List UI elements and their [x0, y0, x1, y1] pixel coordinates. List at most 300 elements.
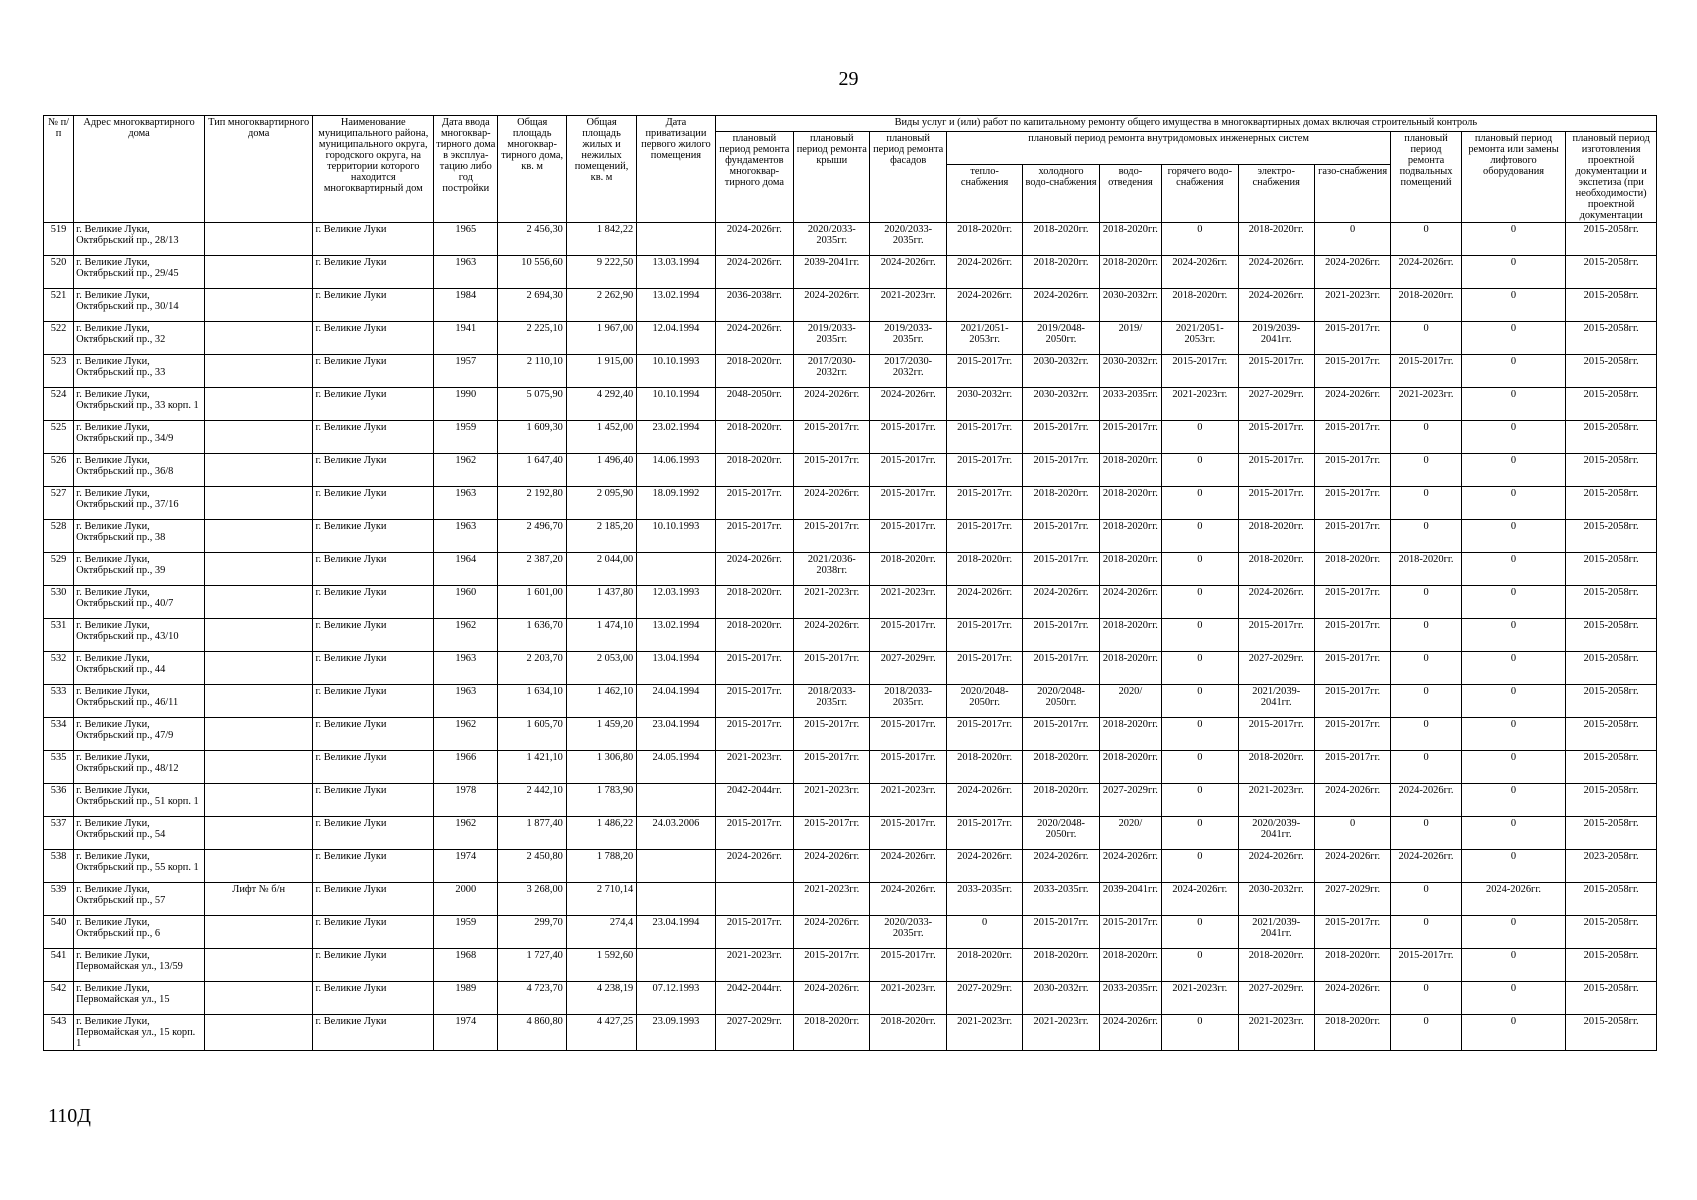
- cell-basement: 2021-2023гг.: [1391, 388, 1461, 421]
- cell-electric: 2015-2017гг.: [1238, 421, 1314, 454]
- table-row: [44, 553, 1657, 586]
- cell-cold-water: 2018-2020гг.: [1023, 487, 1099, 520]
- cell-design: 2015-2058гг.: [1566, 685, 1657, 718]
- cell-no: 525: [44, 421, 74, 454]
- cell-foundation: 2018-2020гг.: [715, 454, 793, 487]
- cell-roof: 2024-2026гг.: [794, 619, 870, 652]
- cell-hot-water: 0: [1162, 223, 1238, 256]
- cell-privatization: [637, 883, 715, 916]
- cell-facade: 2015-2017гг.: [870, 454, 946, 487]
- cell-drainage: 2020/: [1099, 817, 1161, 850]
- cell-cold-water: 2020/2048-2050гг.: [1023, 817, 1099, 850]
- cell-cold-water: 2024-2026гг.: [1023, 586, 1099, 619]
- cell-electric: 2015-2017гг.: [1238, 619, 1314, 652]
- cell-heat: 2015-2017гг.: [946, 487, 1022, 520]
- cell-elevator: 0: [1461, 355, 1566, 388]
- cell-total-area: 2 387,20: [498, 553, 566, 586]
- cell-district: г. Великие Луки: [313, 388, 434, 421]
- cell-year: 1974: [434, 850, 498, 883]
- cell-facade: 2024-2026гг.: [870, 850, 946, 883]
- cell-living-area: 2 044,00: [566, 553, 636, 586]
- cell-address: г. Великие Луки, Октябрьский пр., 29/45: [74, 256, 205, 289]
- cell-year: 1963: [434, 520, 498, 553]
- cell-type: [204, 553, 313, 586]
- cell-year: 1962: [434, 718, 498, 751]
- cell-living-area: 1 452,00: [566, 421, 636, 454]
- cell-gas: 2024-2026гг.: [1314, 388, 1390, 421]
- col-basement: плановый период ремонта подвальных помещений: [1391, 132, 1461, 223]
- cell-heat: 2015-2017гг.: [946, 817, 1022, 850]
- cell-district: г. Великие Луки: [313, 289, 434, 322]
- cell-type: [204, 949, 313, 982]
- cell-privatization: 10.10.1993: [637, 355, 715, 388]
- cell-design: 2015-2058гг.: [1566, 751, 1657, 784]
- cell-type: [204, 982, 313, 1015]
- cell-cold-water: 2015-2017гг.: [1023, 619, 1099, 652]
- cell-no: 520: [44, 256, 74, 289]
- cell-address: г. Великие Луки, Октябрьский пр., 34/9: [74, 421, 205, 454]
- cell-elevator: 0: [1461, 322, 1566, 355]
- cell-cold-water: 2030-2032гг.: [1023, 355, 1099, 388]
- cell-address: г. Великие Луки, Октябрьский пр., 6: [74, 916, 205, 949]
- cell-facade: 2015-2017гг.: [870, 619, 946, 652]
- col-type: Тип многоквартирного дома: [204, 116, 313, 223]
- cell-address: г. Великие Луки, Октябрьский пр., 48/12: [74, 751, 205, 784]
- cell-drainage: 2019/: [1099, 322, 1161, 355]
- cell-year: 1966: [434, 751, 498, 784]
- cell-foundation: 2015-2017гг.: [715, 916, 793, 949]
- cell-hot-water: 2024-2026гг.: [1162, 256, 1238, 289]
- cell-year: 1960: [434, 586, 498, 619]
- cell-roof: 2019/2033-2035гг.: [794, 322, 870, 355]
- cell-elevator: 0: [1461, 421, 1566, 454]
- cell-roof: 2018/2033-2035гг.: [794, 685, 870, 718]
- cell-type: [204, 850, 313, 883]
- cell-drainage: 2015-2017гг.: [1099, 916, 1161, 949]
- cell-roof: 2021-2023гг.: [794, 784, 870, 817]
- cell-district: г. Великие Луки: [313, 421, 434, 454]
- col-address: Адрес многоквартирного дома: [74, 116, 205, 223]
- cell-privatization: 23.02.1994: [637, 421, 715, 454]
- cell-address: г. Великие Луки, Октябрьский пр., 55 корп. 1: [74, 850, 205, 883]
- cell-address: г. Великие Луки, Октябрьский пр., 39: [74, 553, 205, 586]
- cell-year: 1959: [434, 421, 498, 454]
- cell-foundation: 2024-2026гг.: [715, 223, 793, 256]
- cell-foundation: 2024-2026гг.: [715, 322, 793, 355]
- cell-electric: 2015-2017гг.: [1238, 718, 1314, 751]
- cell-basement: 2024-2026гг.: [1391, 850, 1461, 883]
- cell-gas: 2018-2020гг.: [1314, 553, 1390, 586]
- cell-roof: 2024-2026гг.: [794, 487, 870, 520]
- table-row: [44, 883, 1657, 916]
- cell-heat: 2015-2017гг.: [946, 355, 1022, 388]
- cell-living-area: 1 788,20: [566, 850, 636, 883]
- cell-district: г. Великие Луки: [313, 949, 434, 982]
- cell-roof: 2015-2017гг.: [794, 652, 870, 685]
- cell-cold-water: 2018-2020гг.: [1023, 223, 1099, 256]
- cell-electric: 2015-2017гг.: [1238, 487, 1314, 520]
- cell-basement: 0: [1391, 751, 1461, 784]
- cell-no: 540: [44, 916, 74, 949]
- col-total-area: Общая площадь многоквар-тирного дома, кв. м: [498, 116, 566, 223]
- cell-no: 543: [44, 1015, 74, 1051]
- cell-design: 2015-2058гг.: [1566, 289, 1657, 322]
- cell-no: 530: [44, 586, 74, 619]
- cell-year: 1963: [434, 685, 498, 718]
- cell-total-area: 2 225,10: [498, 322, 566, 355]
- cell-address: г. Великие Луки, Октябрьский пр., 28/13: [74, 223, 205, 256]
- cell-design: 2015-2058гг.: [1566, 322, 1657, 355]
- cell-address: г. Великие Луки, Первомайская ул., 13/59: [74, 949, 205, 982]
- cell-privatization: 24.03.2006: [637, 817, 715, 850]
- cell-design: 2015-2058гг.: [1566, 256, 1657, 289]
- cell-type: [204, 817, 313, 850]
- cell-basement: 0: [1391, 982, 1461, 1015]
- cell-hot-water: 2021-2023гг.: [1162, 982, 1238, 1015]
- cell-drainage: 2018-2020гг.: [1099, 949, 1161, 982]
- cell-total-area: 299,70: [498, 916, 566, 949]
- table-row: [44, 256, 1657, 289]
- cell-gas: 2024-2026гг.: [1314, 982, 1390, 1015]
- cell-living-area: 2 262,90: [566, 289, 636, 322]
- cell-facade: 2018-2020гг.: [870, 1015, 946, 1051]
- cell-design: 2015-2058гг.: [1566, 355, 1657, 388]
- cell-drainage: 2024-2026гг.: [1099, 1015, 1161, 1051]
- cell-hot-water: 0: [1162, 619, 1238, 652]
- cell-electric: 2018-2020гг.: [1238, 553, 1314, 586]
- cell-hot-water: 0: [1162, 421, 1238, 454]
- cell-facade: 2017/2030-2032гг.: [870, 355, 946, 388]
- cell-year: 1965: [434, 223, 498, 256]
- table-row: [44, 619, 1657, 652]
- col-elevator: плановый период ремонта или замены лифтового оборудования: [1461, 132, 1566, 223]
- cell-roof: 2015-2017гг.: [794, 454, 870, 487]
- footer-code: 110Д: [48, 1105, 91, 1127]
- cell-foundation: 2018-2020гг.: [715, 619, 793, 652]
- cell-drainage: 2024-2026гг.: [1099, 586, 1161, 619]
- cell-roof: 2018-2020гг.: [794, 1015, 870, 1051]
- cell-district: г. Великие Луки: [313, 454, 434, 487]
- cell-basement: 2018-2020гг.: [1391, 553, 1461, 586]
- cell-heat: 2024-2026гг.: [946, 784, 1022, 817]
- cell-drainage: 2018-2020гг.: [1099, 520, 1161, 553]
- cell-electric: 2018-2020гг.: [1238, 520, 1314, 553]
- cell-foundation: 2018-2020гг.: [715, 586, 793, 619]
- cell-elevator: 0: [1461, 751, 1566, 784]
- cell-elevator: 0: [1461, 289, 1566, 322]
- cell-facade: 2015-2017гг.: [870, 817, 946, 850]
- cell-address: г. Великие Луки, Октябрьский пр., 38: [74, 520, 205, 553]
- cell-roof: 2021-2023гг.: [794, 883, 870, 916]
- cell-cold-water: 2015-2017гг.: [1023, 652, 1099, 685]
- cell-no: 538: [44, 850, 74, 883]
- cell-cold-water: 2015-2017гг.: [1023, 520, 1099, 553]
- cell-elevator: 0: [1461, 718, 1566, 751]
- cell-type: [204, 916, 313, 949]
- cell-foundation: 2042-2044гг.: [715, 982, 793, 1015]
- cell-electric: 2021/2039-2041гг.: [1238, 685, 1314, 718]
- cell-basement: 0: [1391, 817, 1461, 850]
- cell-district: г. Великие Луки: [313, 718, 434, 751]
- cell-type: [204, 718, 313, 751]
- cell-design: 2015-2058гг.: [1566, 916, 1657, 949]
- cell-electric: 2018-2020гг.: [1238, 223, 1314, 256]
- cell-drainage: 2018-2020гг.: [1099, 751, 1161, 784]
- cell-hot-water: 0: [1162, 652, 1238, 685]
- cell-facade: 2027-2029гг.: [870, 652, 946, 685]
- cell-total-area: 1 636,70: [498, 619, 566, 652]
- cell-living-area: 1 967,00: [566, 322, 636, 355]
- cell-gas: 0: [1314, 817, 1390, 850]
- cell-heat: 2018-2020гг.: [946, 949, 1022, 982]
- cell-foundation: 2024-2026гг.: [715, 256, 793, 289]
- cell-privatization: [637, 850, 715, 883]
- cell-electric: 2024-2026гг.: [1238, 256, 1314, 289]
- cell-gas: 0: [1314, 223, 1390, 256]
- cell-address: г. Великие Луки, Октябрьский пр., 33: [74, 355, 205, 388]
- cell-electric: 2030-2032гг.: [1238, 883, 1314, 916]
- table-row: [44, 388, 1657, 421]
- cell-gas: 2015-2017гг.: [1314, 916, 1390, 949]
- cell-privatization: [637, 553, 715, 586]
- cell-address: г. Великие Луки, Октябрьский пр., 51 корп. 1: [74, 784, 205, 817]
- cell-facade: 2021-2023гг.: [870, 784, 946, 817]
- cell-district: г. Великие Луки: [313, 883, 434, 916]
- cell-design: 2015-2058гг.: [1566, 553, 1657, 586]
- cell-electric: 2021/2039-2041гг.: [1238, 916, 1314, 949]
- cell-living-area: 4 238,19: [566, 982, 636, 1015]
- cell-year: 1962: [434, 817, 498, 850]
- cell-no: 531: [44, 619, 74, 652]
- cell-foundation: 2042-2044гг.: [715, 784, 793, 817]
- cell-design: 2015-2058гг.: [1566, 388, 1657, 421]
- cell-year: 1959: [434, 916, 498, 949]
- cell-address: г. Великие Луки, Октябрьский пр., 33 корп. 1: [74, 388, 205, 421]
- cell-foundation: 2027-2029гг.: [715, 1015, 793, 1051]
- cell-hot-water: 0: [1162, 553, 1238, 586]
- cell-basement: 2018-2020гг.: [1391, 289, 1461, 322]
- cell-year: 1941: [434, 322, 498, 355]
- cell-gas: 2015-2017гг.: [1314, 751, 1390, 784]
- cell-roof: 2015-2017гг.: [794, 751, 870, 784]
- cell-design: 2015-2058гг.: [1566, 454, 1657, 487]
- cell-district: г. Великие Луки: [313, 256, 434, 289]
- table-row: [44, 817, 1657, 850]
- cell-heat: 2015-2017гг.: [946, 619, 1022, 652]
- cell-facade: 2021-2023гг.: [870, 586, 946, 619]
- cell-basement: 0: [1391, 619, 1461, 652]
- cell-gas: 2024-2026гг.: [1314, 784, 1390, 817]
- cell-year: 1964: [434, 553, 498, 586]
- cell-type: [204, 223, 313, 256]
- cell-total-area: 2 450,80: [498, 850, 566, 883]
- cell-elevator: 0: [1461, 982, 1566, 1015]
- cell-roof: 2024-2026гг.: [794, 982, 870, 1015]
- cell-drainage: 2020/: [1099, 685, 1161, 718]
- cell-privatization: 13.02.1994: [637, 289, 715, 322]
- cell-year: 1978: [434, 784, 498, 817]
- cell-living-area: 2 185,20: [566, 520, 636, 553]
- table-row: [44, 949, 1657, 982]
- cell-address: г. Великие Луки, Октябрьский пр., 54: [74, 817, 205, 850]
- cell-total-area: 10 556,60: [498, 256, 566, 289]
- cell-basement: 2024-2026гг.: [1391, 256, 1461, 289]
- cell-cold-water: 2018-2020гг.: [1023, 751, 1099, 784]
- table-row: [44, 289, 1657, 322]
- cell-no: 536: [44, 784, 74, 817]
- cell-address: г. Великие Луки, Октябрьский пр., 46/11: [74, 685, 205, 718]
- cell-gas: 2015-2017гг.: [1314, 487, 1390, 520]
- col-foundation: плановый период ремонта фундаментов многоквар-тирного дома: [715, 132, 793, 223]
- cell-elevator: 0: [1461, 454, 1566, 487]
- cell-design: 2015-2058гг.: [1566, 619, 1657, 652]
- cell-address: г. Великие Луки, Октябрьский пр., 43/10: [74, 619, 205, 652]
- cell-gas: 2015-2017гг.: [1314, 322, 1390, 355]
- col-commission: Дата ввода многоквар-тирного дома в эксплуа-тацию либо год постройки: [434, 116, 498, 223]
- cell-year: 1974: [434, 1015, 498, 1051]
- cell-privatization: 23.04.1994: [637, 718, 715, 751]
- cell-basement: 0: [1391, 586, 1461, 619]
- cell-district: г. Великие Луки: [313, 751, 434, 784]
- cell-roof: 2024-2026гг.: [794, 850, 870, 883]
- cell-heat: 2018-2020гг.: [946, 553, 1022, 586]
- cell-heat: 2024-2026гг.: [946, 850, 1022, 883]
- cell-heat: 2015-2017гг.: [946, 520, 1022, 553]
- cell-year: 1990: [434, 388, 498, 421]
- cell-type: [204, 619, 313, 652]
- cell-address: г. Великие Луки, Октябрьский пр., 44: [74, 652, 205, 685]
- cell-basement: 0: [1391, 652, 1461, 685]
- cell-electric: 2024-2026гг.: [1238, 289, 1314, 322]
- cell-year: 1962: [434, 454, 498, 487]
- cell-no: 519: [44, 223, 74, 256]
- cell-heat: 2018-2020гг.: [946, 223, 1022, 256]
- cell-living-area: 2 710,14: [566, 883, 636, 916]
- cell-year: 2000: [434, 883, 498, 916]
- cell-cold-water: 2033-2035гг.: [1023, 883, 1099, 916]
- cell-roof: 2024-2026гг.: [794, 289, 870, 322]
- cell-drainage: 2018-2020гг.: [1099, 256, 1161, 289]
- cell-hot-water: 0: [1162, 586, 1238, 619]
- cell-total-area: 1 634,10: [498, 685, 566, 718]
- cell-year: 1962: [434, 619, 498, 652]
- cell-elevator: 0: [1461, 652, 1566, 685]
- table-row: [44, 421, 1657, 454]
- cell-design: 2015-2058гг.: [1566, 883, 1657, 916]
- cell-district: г. Великие Луки: [313, 487, 434, 520]
- table-row: [44, 982, 1657, 1015]
- cell-living-area: 1 842,22: [566, 223, 636, 256]
- cell-living-area: 9 222,50: [566, 256, 636, 289]
- cell-design: 2015-2058гг.: [1566, 520, 1657, 553]
- cell-no: 541: [44, 949, 74, 982]
- cell-living-area: 4 292,40: [566, 388, 636, 421]
- cell-drainage: 2018-2020гг.: [1099, 718, 1161, 751]
- cell-heat: 2018-2020гг.: [946, 751, 1022, 784]
- cell-total-area: 1 727,40: [498, 949, 566, 982]
- cell-facade: 2021-2023гг.: [870, 289, 946, 322]
- cell-hot-water: 2018-2020гг.: [1162, 289, 1238, 322]
- cell-basement: 0: [1391, 520, 1461, 553]
- cell-privatization: 23.04.1994: [637, 916, 715, 949]
- cell-type: [204, 289, 313, 322]
- cell-district: г. Великие Луки: [313, 817, 434, 850]
- cell-living-area: 274,4: [566, 916, 636, 949]
- cell-foundation: 2021-2023гг.: [715, 751, 793, 784]
- cell-living-area: 1 306,80: [566, 751, 636, 784]
- cell-basement: 0: [1391, 685, 1461, 718]
- cell-roof: 2021-2023гг.: [794, 586, 870, 619]
- cell-total-area: 2 496,70: [498, 520, 566, 553]
- cell-total-area: 2 192,80: [498, 487, 566, 520]
- col-electric: электро-снабжения: [1238, 164, 1314, 222]
- cell-basement: 0: [1391, 1015, 1461, 1051]
- table-row: [44, 916, 1657, 949]
- cell-drainage: 2018-2020гг.: [1099, 553, 1161, 586]
- col-district: Наименование муниципального района, муниципального округа, городского округа, на территории которого находится многоквартирный дом: [313, 116, 434, 223]
- cell-privatization: 18.09.1992: [637, 487, 715, 520]
- cell-district: г. Великие Луки: [313, 322, 434, 355]
- col-facade: плановый период ремонта фасадов: [870, 132, 946, 223]
- cell-no: 539: [44, 883, 74, 916]
- cell-roof: 2021/2036-2038гг.: [794, 553, 870, 586]
- cell-gas: 2015-2017гг.: [1314, 718, 1390, 751]
- table-row: [44, 751, 1657, 784]
- cell-total-area: 5 075,90: [498, 388, 566, 421]
- cell-design: 2015-2058гг.: [1566, 487, 1657, 520]
- cell-year: 1963: [434, 652, 498, 685]
- cell-privatization: [637, 949, 715, 982]
- cell-type: [204, 355, 313, 388]
- cell-no: 532: [44, 652, 74, 685]
- cell-heat: 2021/2051-2053гг.: [946, 322, 1022, 355]
- cell-hot-water: 0: [1162, 817, 1238, 850]
- col-no: № п/п: [44, 116, 74, 223]
- cell-cold-water: 2018-2020гг.: [1023, 256, 1099, 289]
- cell-no: 528: [44, 520, 74, 553]
- cell-elevator: 0: [1461, 223, 1566, 256]
- cell-electric: 2021-2023гг.: [1238, 1015, 1314, 1051]
- cell-gas: 2024-2026гг.: [1314, 256, 1390, 289]
- cell-total-area: 2 203,70: [498, 652, 566, 685]
- cell-no: 527: [44, 487, 74, 520]
- cell-district: г. Великие Луки: [313, 982, 434, 1015]
- cell-gas: 2021-2023гг.: [1314, 289, 1390, 322]
- cell-elevator: 0: [1461, 619, 1566, 652]
- cell-hot-water: 0: [1162, 454, 1238, 487]
- cell-living-area: 1 459,20: [566, 718, 636, 751]
- table-row: [44, 454, 1657, 487]
- cell-electric: 2024-2026гг.: [1238, 850, 1314, 883]
- cell-district: г. Великие Луки: [313, 355, 434, 388]
- cell-drainage: 2030-2032гг.: [1099, 289, 1161, 322]
- cell-total-area: 2 110,10: [498, 355, 566, 388]
- cell-facade: 2021-2023гг.: [870, 982, 946, 1015]
- table-row: [44, 355, 1657, 388]
- cell-heat: 0: [946, 916, 1022, 949]
- table-row: [44, 586, 1657, 619]
- cell-gas: 2015-2017гг.: [1314, 421, 1390, 454]
- col-cold-water: холодного водо-снабжения: [1023, 164, 1099, 222]
- cell-type: [204, 586, 313, 619]
- cell-design: 2015-2058гг.: [1566, 421, 1657, 454]
- cell-gas: 2024-2026гг.: [1314, 850, 1390, 883]
- cell-total-area: 2 442,10: [498, 784, 566, 817]
- cell-foundation: 2024-2026гг.: [715, 850, 793, 883]
- cell-design: 2023-2058гг.: [1566, 850, 1657, 883]
- cell-type: [204, 322, 313, 355]
- cell-heat: 2020/2048-2050гг.: [946, 685, 1022, 718]
